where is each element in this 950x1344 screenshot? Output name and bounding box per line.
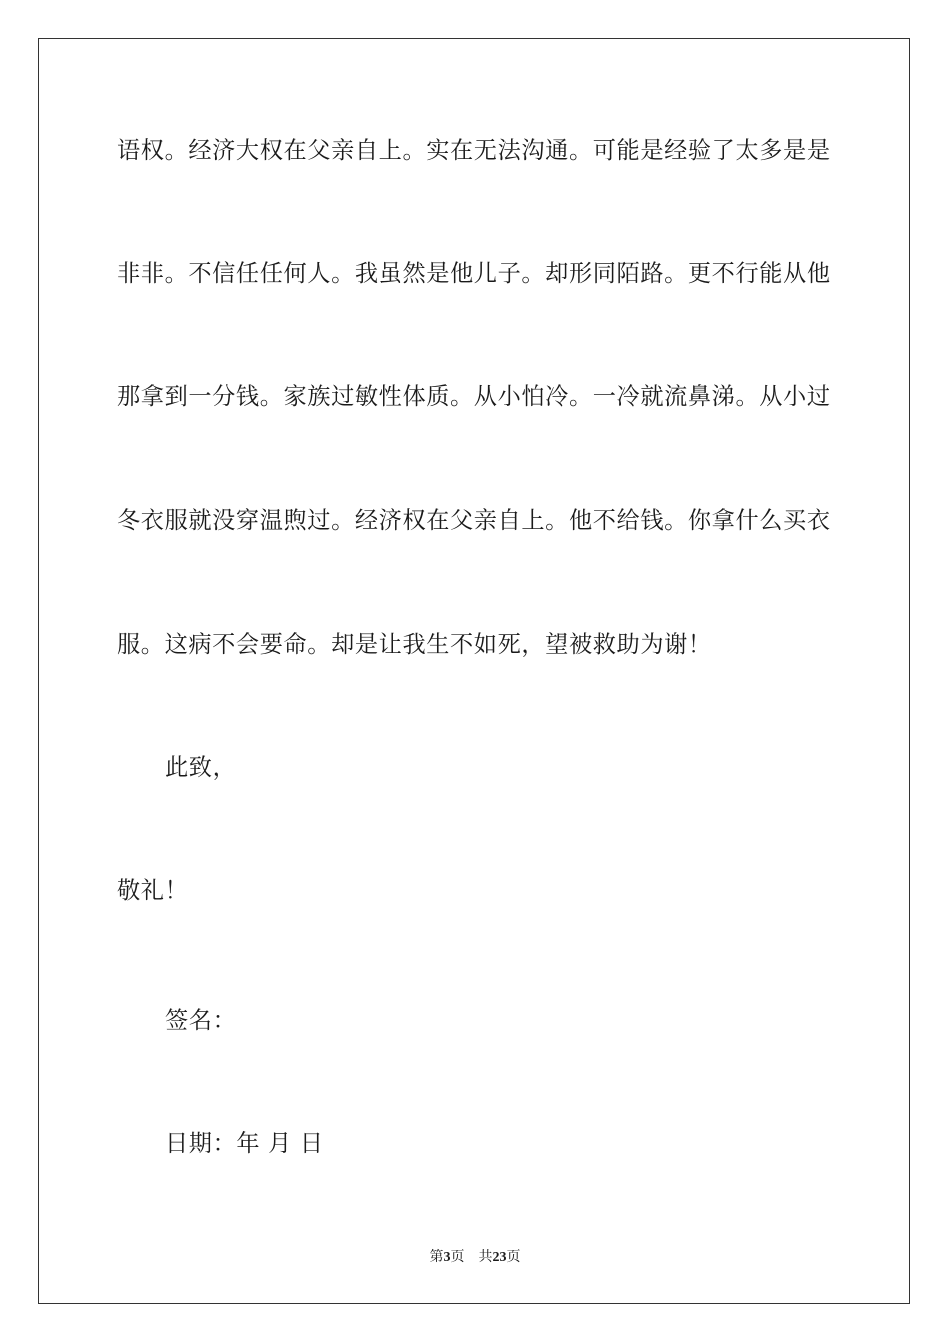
- page-border: [38, 38, 910, 1304]
- footer-page-number: 3: [443, 1250, 451, 1265]
- footer-total-prefix: 共: [478, 1249, 493, 1265]
- body-text-line-1: 语权。经济大权在父亲自上。实在无法沟通。可能是经验了太多是是: [117, 137, 831, 164]
- date-label: 日期：年 月 日: [165, 1130, 324, 1157]
- footer-total-suffix: 页: [506, 1249, 521, 1265]
- body-text-line-3: 那拿到一分钱。家族过敏性体质。从小怕冷。一冷就流鼻涕。从小过: [117, 383, 831, 410]
- footer-total-pages: 23: [492, 1250, 507, 1265]
- salute-text: 敬礼！: [117, 877, 189, 904]
- body-text-line-5: 服。这病不会要命。却是让我生不如死，望被救助为谢！: [117, 631, 712, 658]
- page-footer: [0, 1247, 950, 1268]
- footer-page-prefix: 第: [429, 1249, 444, 1265]
- footer-page-suffix: 页: [450, 1249, 465, 1265]
- signature-label: 签名：: [165, 1007, 237, 1034]
- closing-text: 此致，: [165, 754, 237, 781]
- body-text-line-4: 冬衣服就没穿温煦过。经济权在父亲自上。他不给钱。你拿什么买衣: [117, 507, 831, 534]
- body-text-line-2: 非非。不信任任何人。我虽然是他儿子。却形同陌路。更不行能从他: [117, 260, 831, 287]
